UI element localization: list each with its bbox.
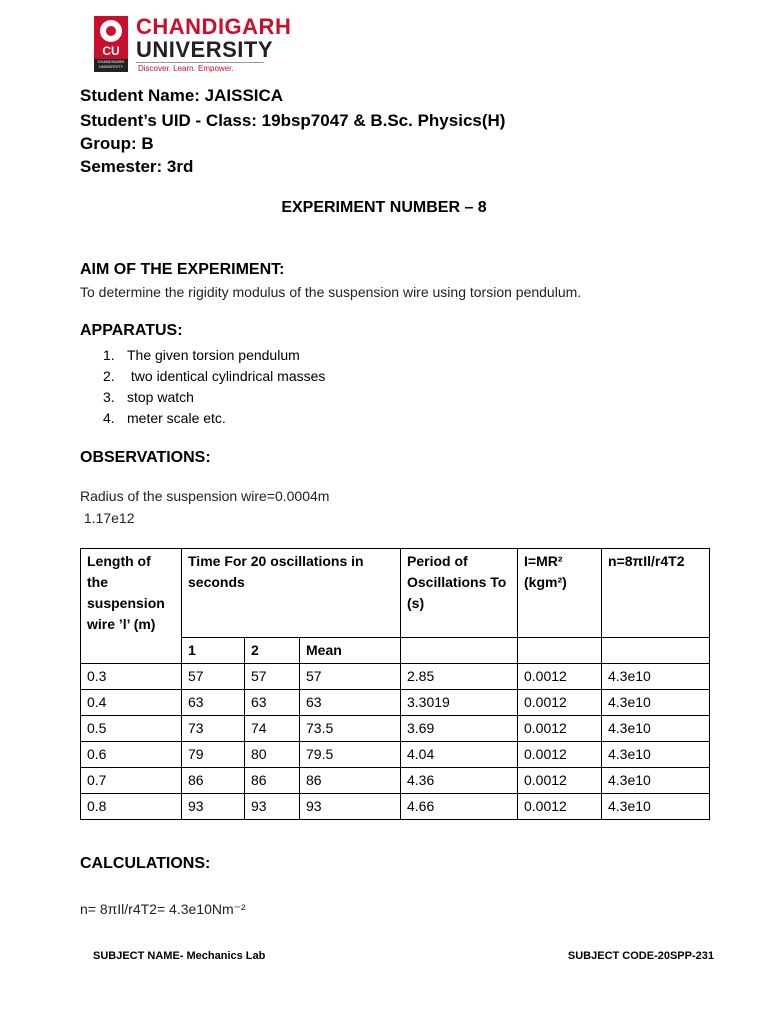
footer-subject-code: SUBJECT CODE-20SPP-231: [567, 950, 714, 962]
table-cell: 4.3e10: [602, 690, 710, 716]
table-cell: 2.85: [401, 664, 518, 690]
table-cell: 73.5: [300, 716, 401, 742]
header-mean: Mean: [300, 638, 401, 664]
table-cell: 0.7: [81, 768, 182, 794]
table-cell: 0.8: [81, 794, 182, 820]
table-cell: 4.3e10: [602, 664, 710, 690]
table-cell: 0.3: [81, 664, 182, 690]
table-cell: 80: [245, 742, 300, 768]
table-cell: 0.0012: [518, 664, 602, 690]
table-cell: 57: [300, 664, 401, 690]
table-row: [81, 664, 710, 690]
table-row: [81, 716, 710, 742]
table-cell: 0.0012: [518, 768, 602, 794]
table-cell: 0.0012: [518, 742, 602, 768]
logo-name-line2: UNIVERSITY: [136, 37, 274, 62]
header-time: Time For 20 oscillations in seconds: [182, 549, 401, 638]
table-cell: 57: [182, 664, 245, 690]
student-semester: Semester: 3rd: [80, 157, 194, 176]
header-rigidity: n=8πIl/r4T2: [602, 549, 710, 638]
cu-emblem-icon: [94, 16, 128, 72]
list-item: 4. meter scale etc.: [103, 410, 226, 426]
table-cell: 0.6: [81, 742, 182, 768]
table-cell: 79.5: [300, 742, 401, 768]
table-cell: 93: [182, 794, 245, 820]
table-cell: 0.0012: [518, 794, 602, 820]
list-item: 3. stop watch: [103, 389, 194, 405]
aim-heading: AIM OF THE EXPERIMENT:: [80, 261, 285, 278]
table-cell: 4.66: [401, 794, 518, 820]
table-cell: 86: [300, 768, 401, 794]
logo-badge: CU: [102, 44, 120, 58]
table-cell: 79: [182, 742, 245, 768]
header-trial-2: 2: [245, 638, 300, 664]
table-cell: 4.3e10: [602, 716, 710, 742]
observation-value: 1.17e12: [80, 510, 135, 526]
table-row: [81, 794, 710, 820]
observations-heading: OBSERVATIONS:: [80, 449, 211, 466]
calculations-heading: CALCULATIONS:: [80, 855, 211, 872]
list-item: 1. The given torsion pendulum: [103, 347, 300, 363]
logo-tagline: Discover. Learn. Empower.: [138, 64, 234, 73]
table-cell: 4.04: [401, 742, 518, 768]
experiment-title: EXPERIMENT NUMBER – 8: [281, 199, 487, 216]
table-cell: 0.0012: [518, 716, 602, 742]
table-cell: 57: [245, 664, 300, 690]
university-logo: [92, 14, 292, 74]
apparatus-list: [103, 345, 325, 429]
student-name: Student Name: JAISSICA: [80, 86, 284, 105]
header-length: Length of the suspension wire ’l’ (m): [81, 549, 182, 664]
table-cell: 4.3e10: [602, 794, 710, 820]
table-cell: 0.4: [81, 690, 182, 716]
table-cell: 74: [245, 716, 300, 742]
list-item: 2. two identical cylindrical masses: [103, 368, 326, 384]
table-cell: 73: [182, 716, 245, 742]
table-cell: 4.3e10: [602, 742, 710, 768]
logo-name-line1: CHANDIGARH: [136, 14, 292, 39]
footer-subject-name: SUBJECT NAME- Mechanics Lab: [93, 950, 266, 962]
table-cell: 63: [245, 690, 300, 716]
table-cell: 93: [300, 794, 401, 820]
logo-badge-sub: CHANDIGARH UNIVERSITY: [94, 59, 128, 72]
header-trial-1: 1: [182, 638, 245, 664]
table-row: [81, 690, 710, 716]
aim-text: To determine the rigidity modulus of the suspension wire using torsion pendulum.: [80, 284, 582, 300]
table-cell: 86: [182, 768, 245, 794]
table-row: [81, 768, 710, 794]
table-cell: 63: [182, 690, 245, 716]
table-cell: 93: [245, 794, 300, 820]
header-period: Period of Oscillations To (s): [401, 549, 518, 638]
observation-table: [80, 548, 710, 820]
table-header-row: [81, 549, 710, 638]
table-row: [81, 742, 710, 768]
table-cell: 63: [300, 690, 401, 716]
table-cell: 86: [245, 768, 300, 794]
apparatus-heading: APPARATUS:: [80, 322, 183, 339]
calculation-formula: n= 8πIl/r4T2= 4.3e10Nm⁻²: [80, 901, 246, 917]
table-cell: 4.36: [401, 768, 518, 794]
table-cell: 3.3019: [401, 690, 518, 716]
radius-text: Radius of the suspension wire=0.0004m: [80, 488, 330, 504]
student-uid: Student’s UID - Class: 19bsp7047 & B.Sc. Physics(H): [80, 111, 506, 130]
table-cell: 3.69: [401, 716, 518, 742]
table-cell: 4.3e10: [602, 768, 710, 794]
header-inertia: I=MR² (kgm²): [518, 549, 602, 638]
table-cell: 0.0012: [518, 690, 602, 716]
student-group: Group: B: [80, 134, 154, 153]
table-cell: 0.5: [81, 716, 182, 742]
